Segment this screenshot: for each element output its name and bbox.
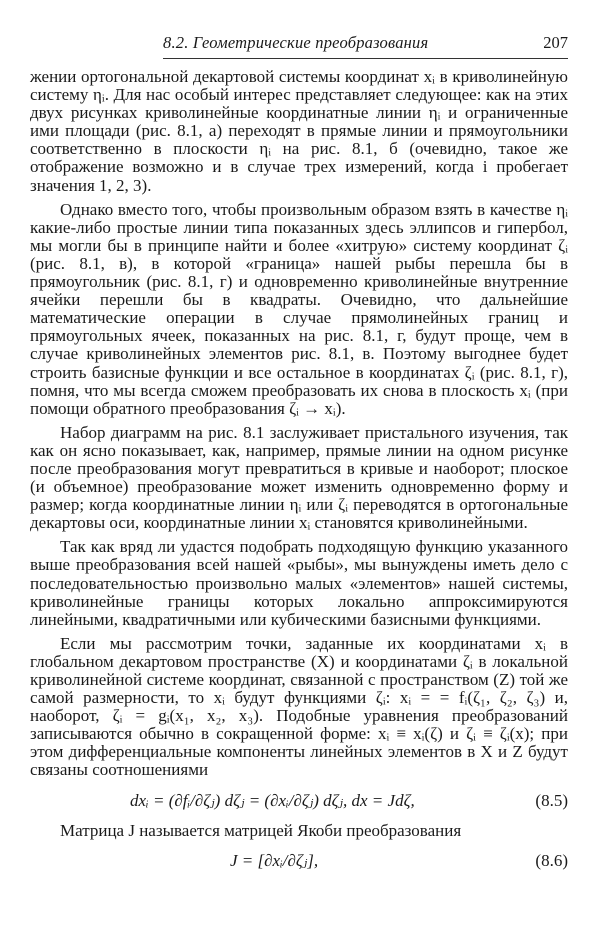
formula-8-5-number: (8.5)	[535, 790, 568, 810]
body-text	[30, 68, 568, 882]
paragraph-2: Однако вместо того, чтобы произвольным образом взять в качестве ηᵢ какие-либо простые линии типа показанных здесь эллипсов и гипербол, мы могли бы в принципе найти и более «хитрую» систему координат ζᵢ (рис. 8.1, в), в которой «граница» нашей рыбы перешла бы в прямоугольник (рис. 8.1, г) и одновременно криволинейные внутренние ячейки перешли бы в квадраты. Очевидно, что дальнейшие математические операции в случае прямолинейных границ и прямоугольных ячеек, показанных на рис. 8.1, г, будут проще, чем в случае криволинейных элементов рис. 8.1, в. Поэтому выгоднее будет строить базисные функции и все остальное в координатах ζᵢ (рис. 8.1, г), помня, что мы всегда сможем преобразовать их снова в плоскость xᵢ (при помощи обратного преобразования ζᵢ → xᵢ).	[30, 199, 568, 418]
formula-8-5-expression: dxᵢ = (∂fᵢ/∂ζⱼ) dζⱼ = (∂xᵢ/∂ζⱼ) dζⱼ, dx = Jdζ,	[130, 790, 415, 810]
paragraph-1: жении ортогональной декартовой системы координат xᵢ в криволинейную систему ηᵢ. Для нас особый интерес представляет следующее: как на этих двух рисунках криволинейные координатные линии ηᵢ и ограниченные ими площади (рис. 8.1, а) переходят в прямые линии и прямоугольники соответственно в плоскости ηᵢ на рис. 8.1, б (очевидно, такое же отображение возможно и в случае трех измерений, когда i пробегает значения 1, 2, 3).	[30, 67, 568, 195]
formula-8-6-expression: J = [∂xᵢ/∂ζⱼ],	[230, 850, 319, 870]
matrix-sentence: Матрица J называется матрицей Якоби преобразования	[60, 820, 462, 840]
section-title: 8.2. Геометрические преобразования	[163, 33, 429, 52]
paragraph-3: Набор диаграмм на рис. 8.1 заслуживает пристального изучения, так как он ясно показывает, как, например, прямые линии на одном рисунке после преобразования могут превратиться в кривые и наоборот; плоское (и объемное) преобразование может изменить одновременно форму и размер; когда координатные линии ηᵢ или ζᵢ переводятся в ортогональные декартовы оси, координатные линии xᵢ становятся криволинейными.	[30, 422, 568, 533]
paragraph-4: Так как вряд ли удастся подобрать подходящую функцию указанного выше преобразования всей нашей «рыбы», мы вынуждены иметь дело с последовательностью произвольно малых «элементов» нашей системы, криволинейные границы которых локально аппроксимируются линейными, квадратичными или кубическими базисными функциями.	[30, 537, 568, 629]
page-number: 207	[543, 33, 568, 52]
header-rule	[163, 58, 568, 59]
formula-8-6	[30, 846, 568, 876]
formula-8-6-number: (8.6)	[535, 850, 568, 870]
formula-8-5	[30, 786, 568, 816]
paragraph-5: Если мы рассмотрим точки, заданные их координатами xᵢ в глобальном декартовом пространстве (X) и координатами ζᵢ в локальной криволинейной системе координат, связанной с пространством (Z) той же самой размерности, то xᵢ будут функциями ζᵢ: xᵢ = = fᵢ(ζ₁, ζ₂, ζ₃) и, наоборот, ζᵢ = gᵢ(x₁, x₂, x₃). Подобные уравнения преобразований записываются обычно в сокращенной форме: xᵢ ≡ xᵢ(ζ) и ζᵢ ≡ ζᵢ(x); при этом дифференциальные компоненты линейных элементов в X и Z будут связаны соотношениями	[30, 633, 568, 780]
running-header	[163, 33, 568, 55]
